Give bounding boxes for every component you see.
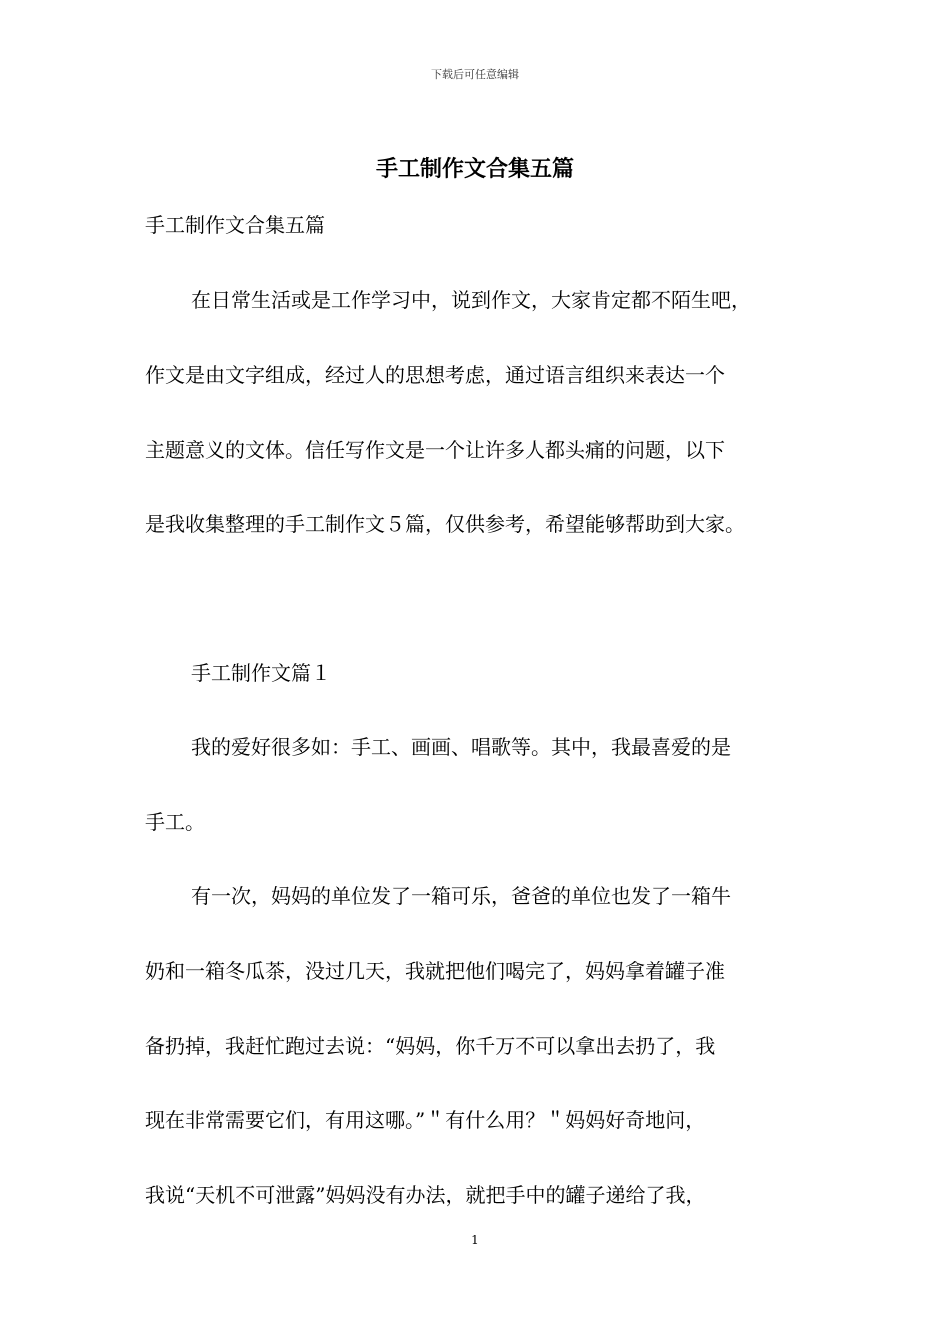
intro-line: 在日常生活或是工作学习中，说到作文，大家肯定都不陌生吧， <box>191 288 751 312</box>
subtitle: 手工制作文合集五篇 <box>145 213 325 237</box>
section-heading: 手工制作文篇１ <box>191 661 331 685</box>
page-number: 1 <box>471 1233 479 1247</box>
paragraph-line: 有一次，妈妈的单位发了一箱可乐，爸爸的单位也发了一箱牛 <box>191 884 731 908</box>
paragraph-line: 奶和一箱冬瓜茶，没过几天，我就把他们喝完了，妈妈拿着罐子准 <box>145 959 725 983</box>
paragraph-line: 手工。 <box>145 810 205 834</box>
paragraph-line: 我的爱好很多如：手工、画画、唱歌等。其中，我最喜爱的是 <box>191 735 731 759</box>
intro-line: 主题意义的文体。信任写作文是一个让许多人都头痛的问题，以下 <box>145 438 725 462</box>
paragraph-line: 备扔掉，我赶忙跑过去说：“妈妈，你千万不可以拿出去扔了，我 <box>145 1034 716 1058</box>
intro-line: 是我收集整理的手工制作文５篇，仅供参考，希望能够帮助到大家。 <box>145 512 745 536</box>
paragraph-line: 我说“天机不可泄露”妈妈没有办法，就把手中的罐子递给了我， <box>145 1183 706 1207</box>
header-note: 下载后可任意编辑 <box>431 68 519 81</box>
intro-line: 作文是由文字组成，经过人的思想考虑，通过语言组织来表达一个 <box>145 363 725 387</box>
paragraph-line: 现在非常需要它们，有用这哪。”＂有什么用？＂妈妈好奇地问， <box>145 1108 706 1132</box>
document-title: 手工制作文合集五篇 <box>375 156 574 182</box>
